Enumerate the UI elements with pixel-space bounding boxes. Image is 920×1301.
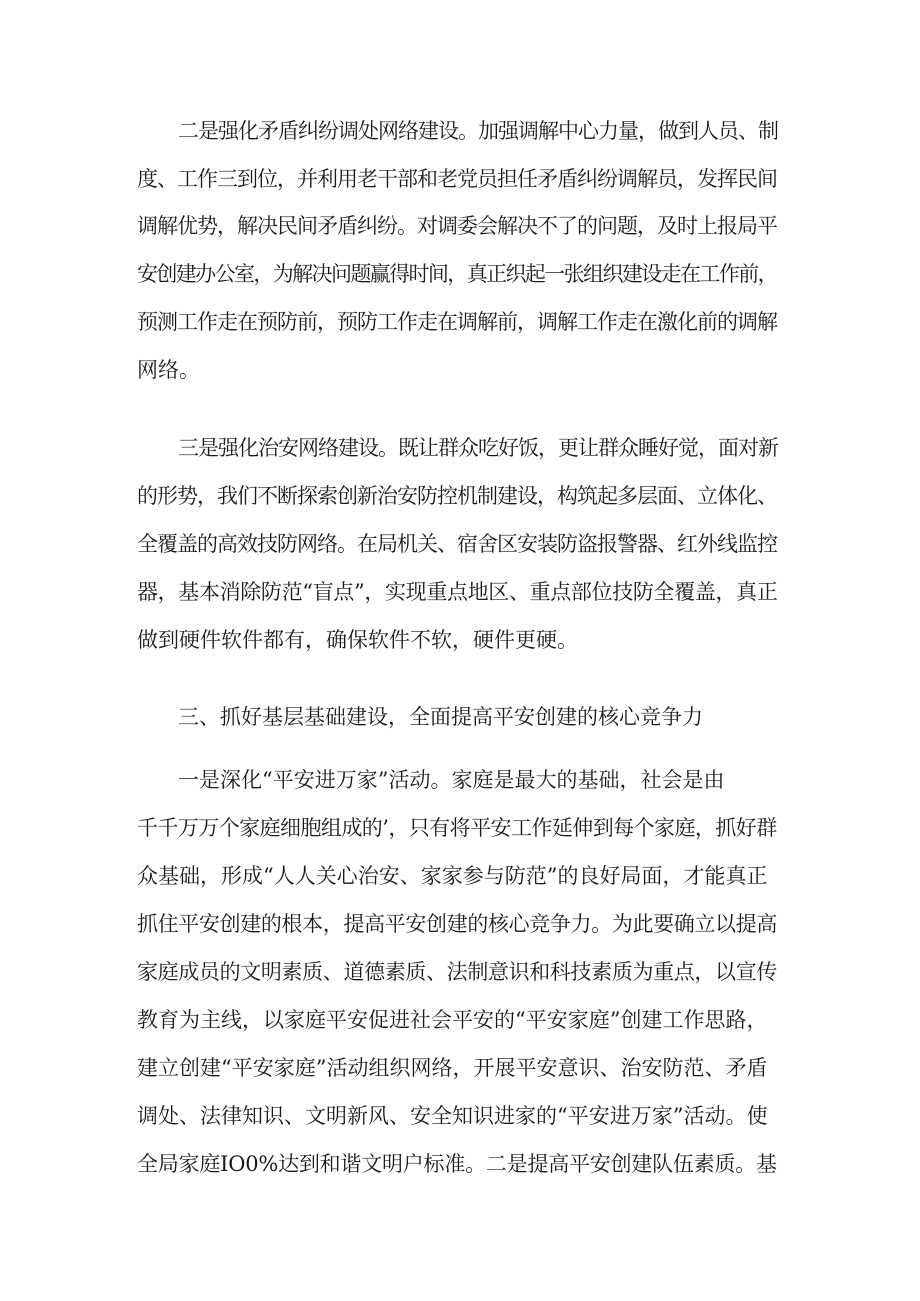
section-heading: 三、抓好基层基础建设，全面提高平安创建的核心竞争力 [178, 705, 703, 729]
text-line: 全覆盖的高效技防网络。在局机关、宿舍区安装防盗报警器、红外线监控 [137, 532, 777, 556]
text-line: 千千万万个家庭细胞组成的’，只有将平安工作延伸到每个家庭，抓好群 [137, 816, 777, 840]
text-line: 安创建办公室，为解决问题赢得时间，真正织起一张组织建设走在工作前， [137, 262, 777, 286]
text-line: 网络。 [137, 358, 200, 382]
text-line: 一是深化“平安进万家”活动。家庭是最大的基础，社会是由 [178, 768, 725, 792]
text-line: 教育为主线，以家庭平安促进社会平安的“平安家庭”创建工作思路， [137, 1008, 768, 1032]
text-line: 全局家庭IO0%达到和谐文明户标准。二是提高平安创建队伍素质。基 [137, 1152, 777, 1176]
text-line: 的形势，我们不断探索创新治安防控机制建设，构筑起多层面、立体化、 [137, 484, 777, 508]
text-line: 家庭成员的文明素质、道德素质、法制意识和科技素质为重点，以宣传 [137, 960, 777, 984]
text-line: 预测工作走在预防前，预防工作走在调解前，调解工作走在激化前的调解 [137, 310, 777, 334]
text-line: 众基础，形成“人人关心治安、家家参与防范”的良好局面，才能真正 [137, 864, 768, 888]
text-line: 调处、法律知识、文明新风、安全知识进家的“平安进万家”活动。使 [137, 1104, 768, 1128]
text-line: 器，基本消除防范“盲点”，实现重点地区、重点部位技防全覆盖，真正 [137, 580, 778, 604]
text-line: 调解优势，解决民间矛盾纠纷。对调委会解决不了的问题，及时上报局平 [137, 214, 777, 238]
text-line: 建立创建“平安家庭”活动组织网络，开展平安意识、治安防范、矛盾 [137, 1056, 768, 1080]
text-line: 做到硬件软件都有，确保软件不软，硬件更硬。 [137, 628, 578, 652]
text-line: 度、工作三到位，并利用老干部和老党员担任矛盾纠纷调解员，发挥民间 [137, 167, 777, 191]
text-line: 二是强化矛盾纠纷调处网络建设。加强调解中心力量，做到人员、制 [178, 119, 778, 143]
text-line: 三是强化治安网络建设。既让群众吃好饭，更让群众睡好觉，面对新 [178, 436, 778, 460]
text-line: 抓住平安创建的根本，提高平安创建的核心竞争力。为此要确立以提高 [137, 912, 777, 936]
